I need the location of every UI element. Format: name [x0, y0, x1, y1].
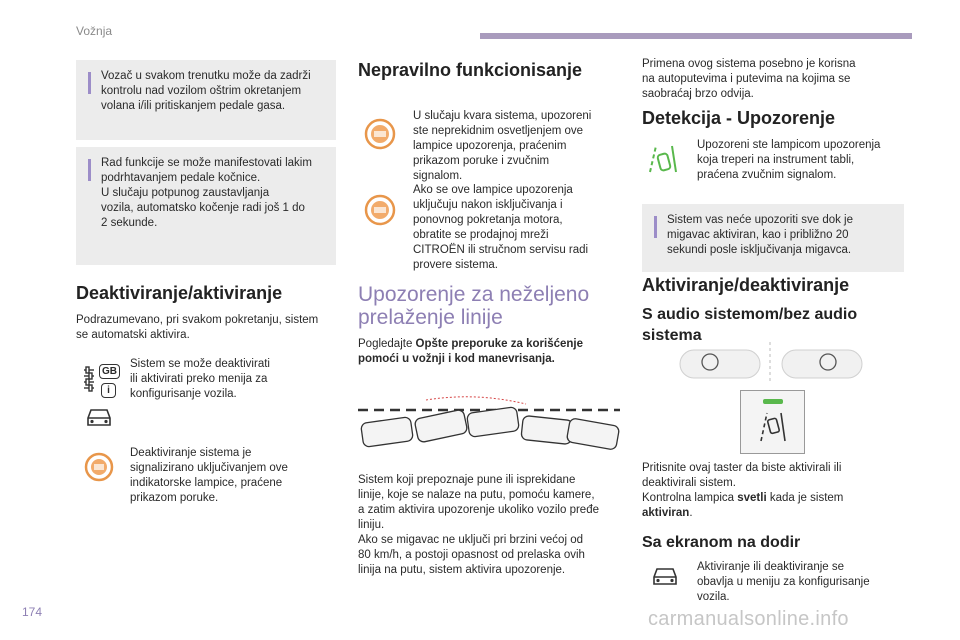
text-detection-warning: Upozoreni ste lampicom upozorenja koja treperi na instrument tabli, praćena zvučnim signalom.	[697, 139, 881, 181]
paragraph-see-guide	[358, 337, 628, 367]
page-number: 174	[22, 605, 43, 619]
steering-controls-illustration	[678, 342, 863, 389]
note-box-driver-control	[76, 60, 336, 140]
note-text: Sistem vas neće upozoriti sve dok je migavac aktiviran, kao i približno 20 sekundi posle isključivanja migavca.	[667, 214, 854, 256]
car-front-icon-2	[650, 565, 680, 592]
press-text: Pritisnite ovaj taster da biste aktivirali ili deaktivirali sistem.	[642, 462, 842, 489]
heading-lane-departure: Upozorenje za neželjeno prelaženje linije	[358, 283, 590, 330]
car-front-icon	[84, 406, 114, 433]
heading-touchscreen: Sa ekranom na dodir	[642, 534, 801, 551]
lamp-mid: kada je sistem	[766, 492, 844, 504]
lamp-bold-on: svetli	[737, 492, 767, 504]
text-deactivation-lamp: Deaktiviranje sistema je signalizirano uključivanjem ove indikatorske lampice, praćene prikazom poruke.	[130, 447, 288, 504]
lane-departure-illustration	[356, 392, 622, 465]
lane-warning-green-icon	[646, 142, 682, 183]
lane-assist-button[interactable]	[740, 390, 805, 454]
lane-warning-lamp-icon	[82, 450, 116, 489]
fault-warning-lamp-icon	[362, 116, 398, 157]
heading-malfunction: Nepravilno funkcionisanje	[358, 60, 583, 80]
section-title: Vožnja	[76, 24, 113, 38]
note-text: Rad funkcije se može manifestovati lakim podrhtavanjem pedale kočnice. U slučaju potpunog zaustavljanja vozila, automatsko kočenje radi još 1 do 2 sekunde.	[101, 157, 312, 229]
paragraph-highway-use: Primena ovog sistema posebno je korisna na autoputevima i putevima na kojima se saobraćaj brzo odvija.	[642, 58, 856, 100]
lamp-prefix: Kontrolna lampica	[642, 492, 738, 504]
text-malfunction-2: Ako se ove lampice upozorenja uključuju nakon isključivanja i ponovnog pokretanja motora, obratite se prodajnoj mreži CITROËN ili stručnom servisu radi provere sistema.	[413, 184, 589, 271]
info-badge: i	[101, 383, 116, 398]
paragraph-default-activation: Podrazumevano, pri svakom pokretanju, sistem se automatski aktivira.	[76, 314, 319, 341]
paragraph-lane-system: Sistem koji prepoznaje pune ili isprekidane linije, koje se nalaze na putu, pomoću kamere, a zatim aktivira upozorenje ukoliko vozilo pređe liniju. Ako se migavac ne uključi pri brzini većoj od 80 km/h, a postoji opasnost od prelaska ovih linija na putu, sistem aktivira upozorenje.	[358, 474, 599, 576]
lamp-end: .	[689, 506, 693, 519]
paragraph-press-button	[642, 461, 907, 491]
gb-badge: GB	[99, 364, 120, 379]
note-text: Vozač u svakom trenutku može da zadrži kontrolu nad vozilom oštrim okretanjem volana i/ili pritiskanjem pedale gasa.	[101, 70, 311, 112]
text-menu-config: Sistem se može deaktivirati ili aktivirati preko menija za konfigurisanje vozila.	[130, 358, 270, 400]
lane-assist-button-icon	[741, 391, 804, 453]
paragraph-lamp-on	[642, 491, 907, 521]
see-reference: Opšte preporuke za korišćenje pomoći u vožnji i kod manevrisanja.	[358, 338, 583, 365]
heading-audio-system: S audio sistemom/bez audio sistema	[642, 306, 858, 344]
heading-deactivation: Deaktiviranje/aktiviranje	[76, 283, 283, 303]
note-box-brake	[76, 147, 336, 265]
text-touchscreen-config: Aktiviranje ili deaktiviranje se obavlja u meniju za konfigurisanje vozila.	[697, 561, 870, 603]
text-malfunction-1: U slučaju kvara sistema, upozoreni ste neprekidnim osvetljenjem ove lampice upozorenja, praćenim prikazom poruke i zvučnim signalom.	[413, 110, 592, 182]
watermark: carmanualsonline.info	[648, 608, 849, 630]
note-box-indicator	[642, 204, 904, 272]
see-prefix: Pogledajte	[358, 338, 416, 350]
heading-activation: Aktiviranje/deaktiviranje	[642, 275, 850, 295]
header-bar	[480, 33, 912, 39]
lamp-bold-active: aktiviran	[642, 506, 690, 519]
fault-warning-lamp-icon-2	[362, 192, 398, 233]
heading-detection-warning: Detekcija - Upozorenje	[642, 108, 836, 128]
